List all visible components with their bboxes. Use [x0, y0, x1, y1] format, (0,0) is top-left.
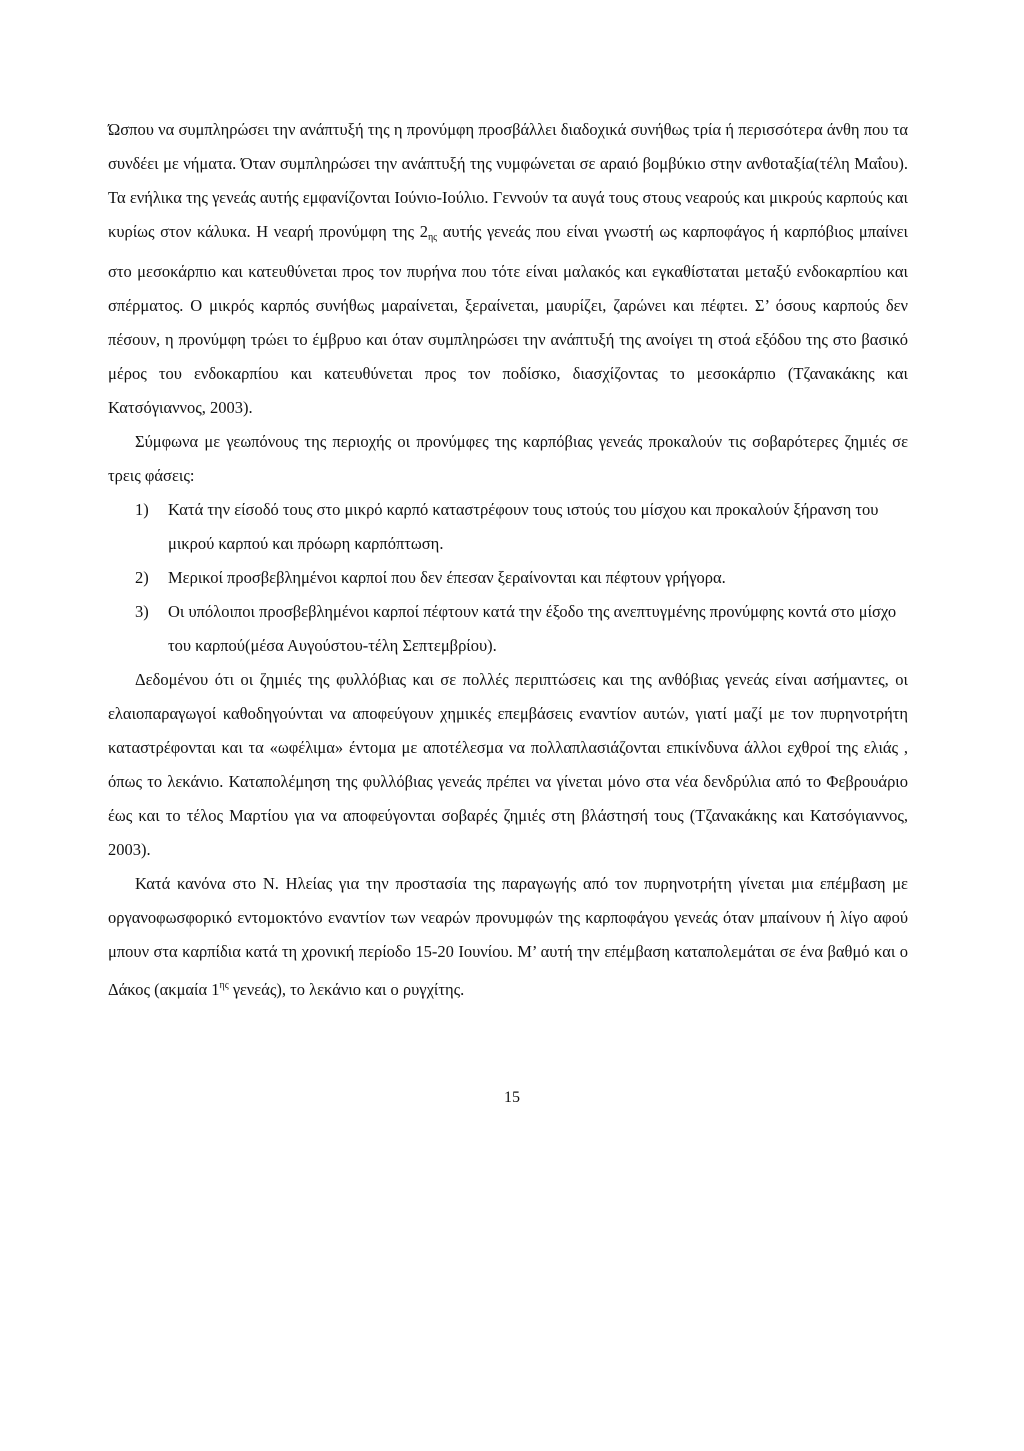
subscript-ordinal: ης — [427, 232, 438, 243]
list-item-text: Οι υπόλοιποι προσβεβλημένοι καρποί πέφτουν κατά την έξοδο της ανεπτυγμένης προνύμφης κοντά στο μίσχο του καρπού(μέσα Αυγούστου-τέλη Σεπτεμβρίου). — [168, 602, 897, 655]
list-item-number: 1) — [135, 500, 149, 519]
superscript-ordinal: ης — [219, 980, 229, 991]
list-item-number: 3) — [135, 602, 149, 621]
list-item — [108, 493, 908, 561]
page-number: 15 — [504, 1089, 520, 1106]
paragraph-3: Δεδομένου ότι οι ζημιές της φυλλόβιας και σε πολλές περιπτώσεις και της ανθόβιας γενεάς είναι ασήμαντες, οι ελαιοπαραγωγοί καθοδηγούνται να αποφεύγουν χημικές επεμβάσεις εναντίον αυτών, γιατί μαζί με τον πυρηνοτρήτη καταστρέφονται και τα «ωφέλιμα» έντομα με αποτέλεσμα να πολλαπλασιάζονται επικίνδυνα άλλοι εχθροί της ελιάς , όπως το λεκάνιο. Καταπολέμηση της φυλλόβιας γενεάς πρέπει να γίνεται μόνο στα νέα δενδρύλια από το Φεβρουάριο έως και το τέλος Μαρτίου για να αποφεύγονται σοβαρές ζημιές στη βλάστησή τους (Τζανακάκης και Κατσόγιαννος, 2003). — [108, 670, 908, 859]
list-item-text: Μερικοί προσβεβλημένοι καρποί που δεν έπεσαν ξεραίνονται και πέφτουν γρήγορα. — [168, 568, 726, 587]
list-item — [108, 595, 908, 663]
paragraph-2: Σύμφωνα με γεωπόνους της περιοχής οι προνύμφες της καρπόβιας γενεάς προκαλούν τις σοβαρότερες ζημιές σε τρεις φάσεις: — [108, 432, 908, 485]
paragraph-4: Κατά κανόνα στο Ν. Ηλείας για την προστασία της παραγωγής από τον πυρηνοτρήτη γίνεται μια επέμβαση με οργανοφωσφορικό εντομοκτόνο εναντίον των νεαρών προνυμφών της καρποφάγου γενεάς όταν μπαίνουν ή λίγο αφού μπουν στα καρπίδια κατά τη χρονική περίοδο 15-20 Ιουνίου. Μ’ αυτή την επέμβαση καταπολεμάται σε ένα βαθμό και ο Δάκος (ακμαία $1^{\eta\varsigma}$ γενεάς), το λεκάνιο και ο ρυγχίτης. — [108, 874, 908, 999]
damage-phases-list — [108, 493, 908, 663]
list-item-text: Κατά την είσοδό τους στο μικρό καρπό καταστρέφουν τους ιστούς του μίσχου και προκαλούν ξήρανση του μικρού καρπού και πρόωρη καρπόπτωση. — [168, 500, 879, 553]
list-item-number: 2) — [135, 568, 149, 587]
paragraph-1: Ώσπου να συμπληρώσει την ανάπτυξή της η προνύμφη προσβάλλει διαδοχικά συνήθως τρία ή περισσότερα άνθη που τα συνδέει με νήματα. Όταν συμπληρώσει την ανάπτυξή της νυμφώνεται σε αραιό βομβύκιο στην ανθοταξία(τέλη Μαΐου). Τα ενήλικα της γενεάς αυτής εμφανίζονται Ιούνιο-Ιούλιο. Γεννούν τα αυγά τους στους νεαρούς και μικρούς καρπούς και κυρίως στον κάλυκα. Η νεαρή προνύμφη της $2_{\eta\varsigma}$ αυτής γενεάς που είναι γνωστή ως καρποφάγος ή καρπόβιος μπαίνει στο μεσοκάρπιο και κατευθύνεται προς τον πυρήνα που τότε είναι μαλακός και εγκαθίσταται μεταξύ ενδοκαρπίου και σπέρματος. Ο μικρός καρπός συνήθως μαραίνεται, ξεραίνεται, μαυρίζει, ζαρώνει και πέφτει. Σ’ όσους καρπούς δεν πέσουν, η προνύμφη τρώει το έμβρυο και όταν συμπληρώσει την ανάπτυξή της ανοίγει τη στοά εξόδου της στο βασικό μέρος του ενδοκαρπίου και κατευθύνεται προς τον ποδίσκο, διασχίζοντας το μεσοκάρπιο (Τζανακάκης και Κατσόγιαννος, 2003). — [108, 120, 908, 417]
document-body — [108, 113, 908, 1007]
list-item — [108, 561, 908, 595]
